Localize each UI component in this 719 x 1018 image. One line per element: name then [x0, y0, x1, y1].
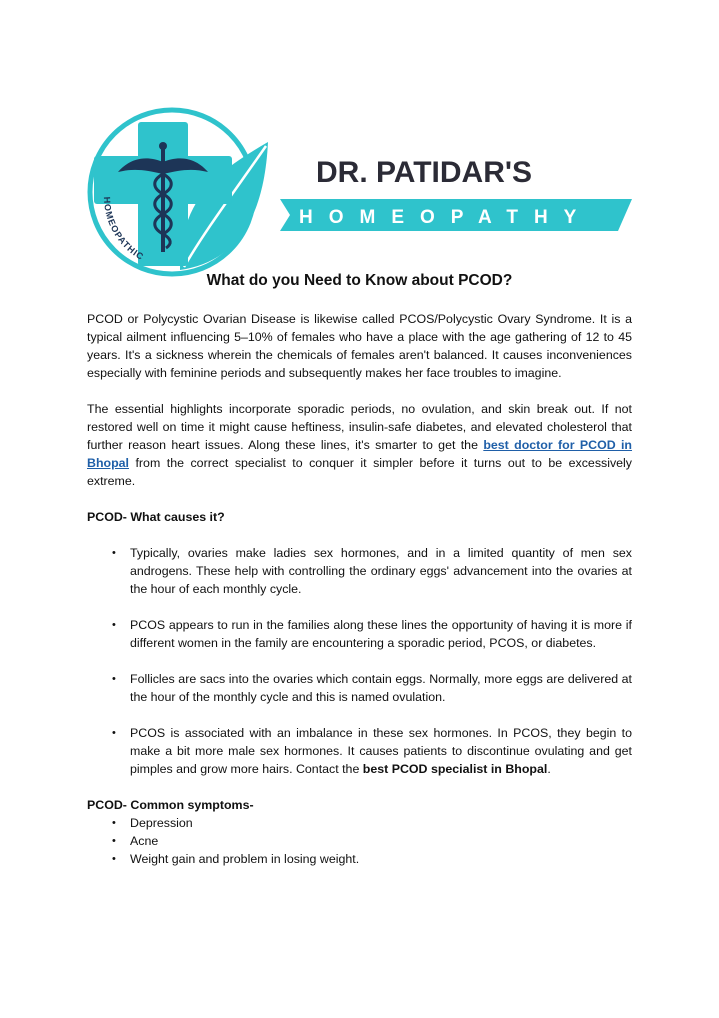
bullet-icon: • — [112, 547, 116, 559]
symptom-text: Weight gain and problem in losing weight. — [130, 852, 360, 866]
highlights-text-after: from the correct specialist to conquer it simpler before it turns out to be excessively extreme. — [87, 456, 632, 488]
symptoms-list — [87, 814, 632, 868]
cause-text-after: . — [547, 762, 551, 776]
list-item — [87, 616, 632, 652]
brand-name: DR. PATIDAR'S — [316, 156, 533, 189]
bullet-icon: • — [112, 835, 116, 847]
highlights-paragraph — [87, 400, 632, 490]
list-item — [87, 544, 632, 598]
list-item — [87, 832, 632, 850]
symptom-text: Acne — [130, 834, 159, 848]
causes-list — [87, 544, 632, 778]
bullet-icon: • — [112, 817, 116, 829]
intro-paragraph: PCOD or Polycystic Ovarian Disease is likewise called PCOS/Polycystic Ovary Syndrome. It is a typical ailment influencing 5–10% of females who have a place with the age gathering of 12 to 45 years. It's a sickness wherein the chemicals of females aren't balanced. It causes inconveniences especially with feminine periods and subsequently makes her face troubles to imagine. — [87, 312, 632, 380]
symptoms-heading: PCOD- Common symptoms- — [87, 798, 254, 812]
specialist-highlight: best PCOD specialist in Bhopal — [362, 762, 548, 776]
clinic-logo — [84, 102, 636, 278]
bullet-icon: • — [112, 673, 116, 685]
cause-text: Typically, ovaries make ladies sex hormones, and in a limited quantity of men sex androgens. These help with controlling the ordinary eggs' advancement into the ovaries at the hour of each monthly cycle. — [130, 546, 632, 596]
list-item — [87, 814, 632, 832]
cause-text: PCOS appears to run in the families along these lines the opportunity of having it is more if different women in the family are encountering a sporadic period, PCOS, or diabetes. — [130, 618, 632, 650]
cause-text-before: PCOS is associated with an imbalance in these sex hormones. In PCOS, they begin to make a bit more male sex hormones. It causes patients to discontinue ovulating and get pimples and grow more hairs. Contact the — [130, 726, 632, 776]
list-item — [87, 670, 632, 706]
causes-heading: PCOD- What causes it? — [87, 510, 225, 524]
article-title: What do you Need to Know about PCOD? — [206, 272, 513, 289]
cause-text: Follicles are sacs into the ovaries which contain eggs. Normally, more eggs are delivered at the hour of the monthly cycle and this is named ovulation. — [130, 672, 632, 704]
symptom-text: Depression — [130, 816, 193, 830]
bullet-icon: • — [112, 619, 116, 631]
highlights-text-before: The essential highlights incorporate sporadic periods, no ovulation, and skin break out. If not restored well on time it might cause heftiness, insulin-safe diabetes, and elevated cholesterol that further reason heart issues. Along these lines, it's smarter to get the — [87, 402, 632, 452]
best-doctor-link[interactable]: best doctor for PCOD in Bhopal — [87, 438, 633, 470]
bullet-icon: • — [112, 727, 116, 739]
list-item — [87, 850, 632, 868]
ring-text: HOMEOPATHIC — [101, 196, 146, 263]
bullet-icon: • — [112, 853, 116, 865]
article-body — [87, 272, 632, 868]
list-item — [87, 724, 632, 778]
brand-subtitle: HOMEOPATHY — [299, 207, 593, 228]
